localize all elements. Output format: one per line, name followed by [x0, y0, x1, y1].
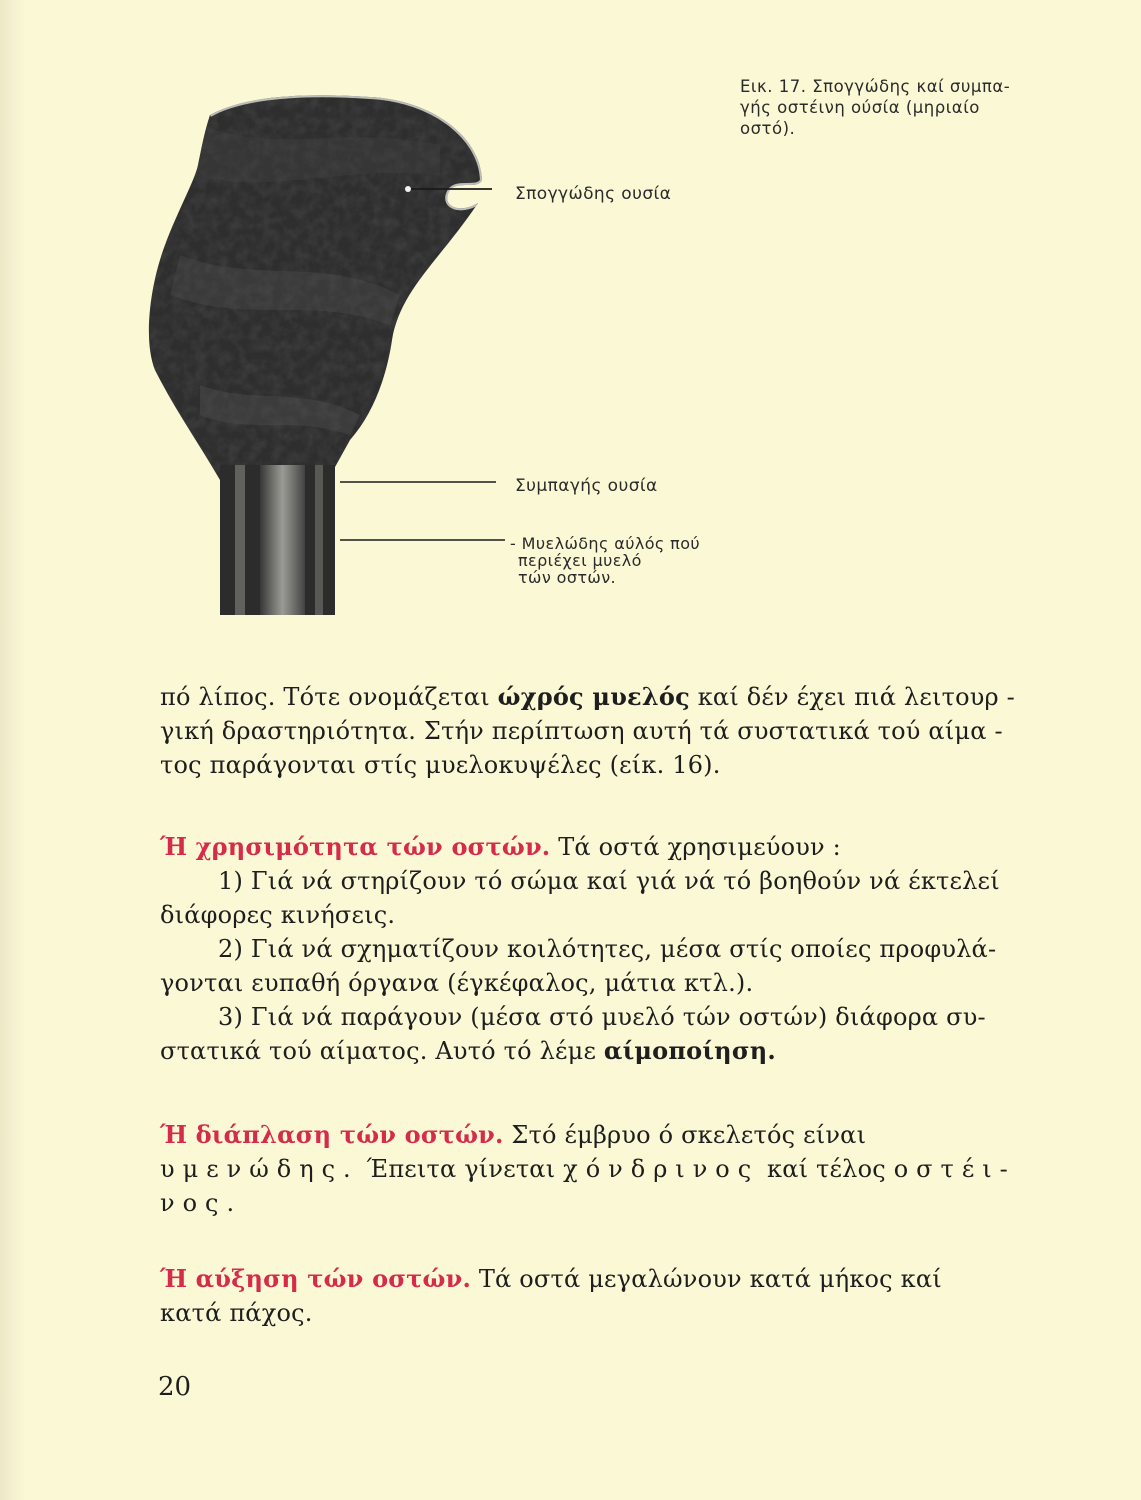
term-yellow-marrow: ώχρός μυελός — [497, 682, 690, 711]
text-run: πό λίπος. Τότε ονομάζεται — [160, 683, 498, 711]
section-heading: Ή χρησιμότητα τών οστών. — [160, 832, 551, 861]
text-line — [160, 1186, 1010, 1220]
label-line: περιέχει μυελό — [518, 551, 642, 570]
text-line — [160, 1034, 1010, 1068]
figure-caption — [740, 76, 1030, 139]
text-line: κατά πάχος. — [160, 1299, 313, 1327]
label-spongy-substance: Σπογγώδης ουσία — [515, 184, 672, 204]
text-line: διάφορες κινήσεις. — [160, 901, 396, 929]
label-medullary-canal — [510, 535, 700, 586]
term-membranous: υμενώδης. — [160, 1155, 359, 1183]
text-line — [160, 680, 1015, 714]
text-line: γική δραστηριότητα. Στήν περίπτωση αυτή τά συστατικά τού αίμα - — [160, 717, 1003, 745]
label-line: - Μυελώδης αύλός πού — [510, 534, 701, 553]
section-heading: Ή διάπλαση τών οστών. — [160, 1120, 504, 1149]
text-run: Τά οστά μεγαλώνουν κατά μήκος καί — [471, 1265, 942, 1293]
text-line — [160, 1118, 1010, 1152]
caption-line: γής οστέινη ούσία (μηριαίο — [740, 98, 980, 117]
term-hematopoiesis: αίμοποίηση. — [603, 1036, 776, 1065]
femur-photo — [140, 85, 510, 625]
paragraph-yellow-marrow — [160, 680, 1015, 782]
list-item: 3) Γιά νά παράγουν (μέσα στό μυελό τών οστών) διάφορα συ- — [218, 1003, 986, 1031]
text-run: στατικά τού αίματος. Αυτό τό λέμε — [160, 1037, 604, 1065]
term-bony: οστέι- — [893, 1155, 1016, 1183]
label-compact-substance: Συμπαγής ουσία — [515, 476, 658, 496]
text-line: γονται ευπαθή όργανα (έγκέφαλος, μάτια κτλ.). — [160, 969, 754, 997]
section-bone-uses — [160, 830, 1010, 1068]
text-run: Στό έμβρυο ό σκελετός είναι — [503, 1121, 867, 1149]
text-line — [160, 1152, 1016, 1186]
list-item: 1) Γιά νά στηρίζουν τό σώμα καί γιά νά τό βοηθούν νά έκτελεί — [218, 867, 1000, 895]
page-number: 20 — [158, 1372, 192, 1402]
text-run: καί δέν έχει πιά λειτουρ - — [689, 683, 1015, 711]
label-line: τών οστών. — [518, 568, 617, 587]
text-line — [160, 830, 1010, 864]
term-bony-continued: νος. — [160, 1189, 243, 1217]
list-item: 2) Γιά νά σχηματίζουν κοιλότητες, μέσα στίς οποίες προφυλά- — [218, 935, 997, 963]
text-line: τος παράγονται στίς μυελοκυψέλες (είκ. 16). — [160, 751, 721, 779]
text-run: καί τέλος — [759, 1155, 894, 1183]
caption-line: οστό). — [740, 119, 796, 138]
caption-line: Εικ. 17. Σπογγώδης καί συμπα- — [740, 77, 1011, 96]
page-spine-shadow — [0, 0, 26, 1500]
term-cartilaginous: χόνδρινος — [563, 1155, 760, 1183]
text-run: Τά οστά χρησιμεύουν : — [550, 833, 841, 861]
section-bone-formation — [160, 1118, 1016, 1220]
section-heading: Ή αύξηση τών οστών. — [160, 1264, 471, 1293]
section-bone-growth — [160, 1262, 1010, 1330]
text-run: Έπειτα γίνεται — [358, 1155, 564, 1183]
text-line — [160, 1262, 1010, 1296]
